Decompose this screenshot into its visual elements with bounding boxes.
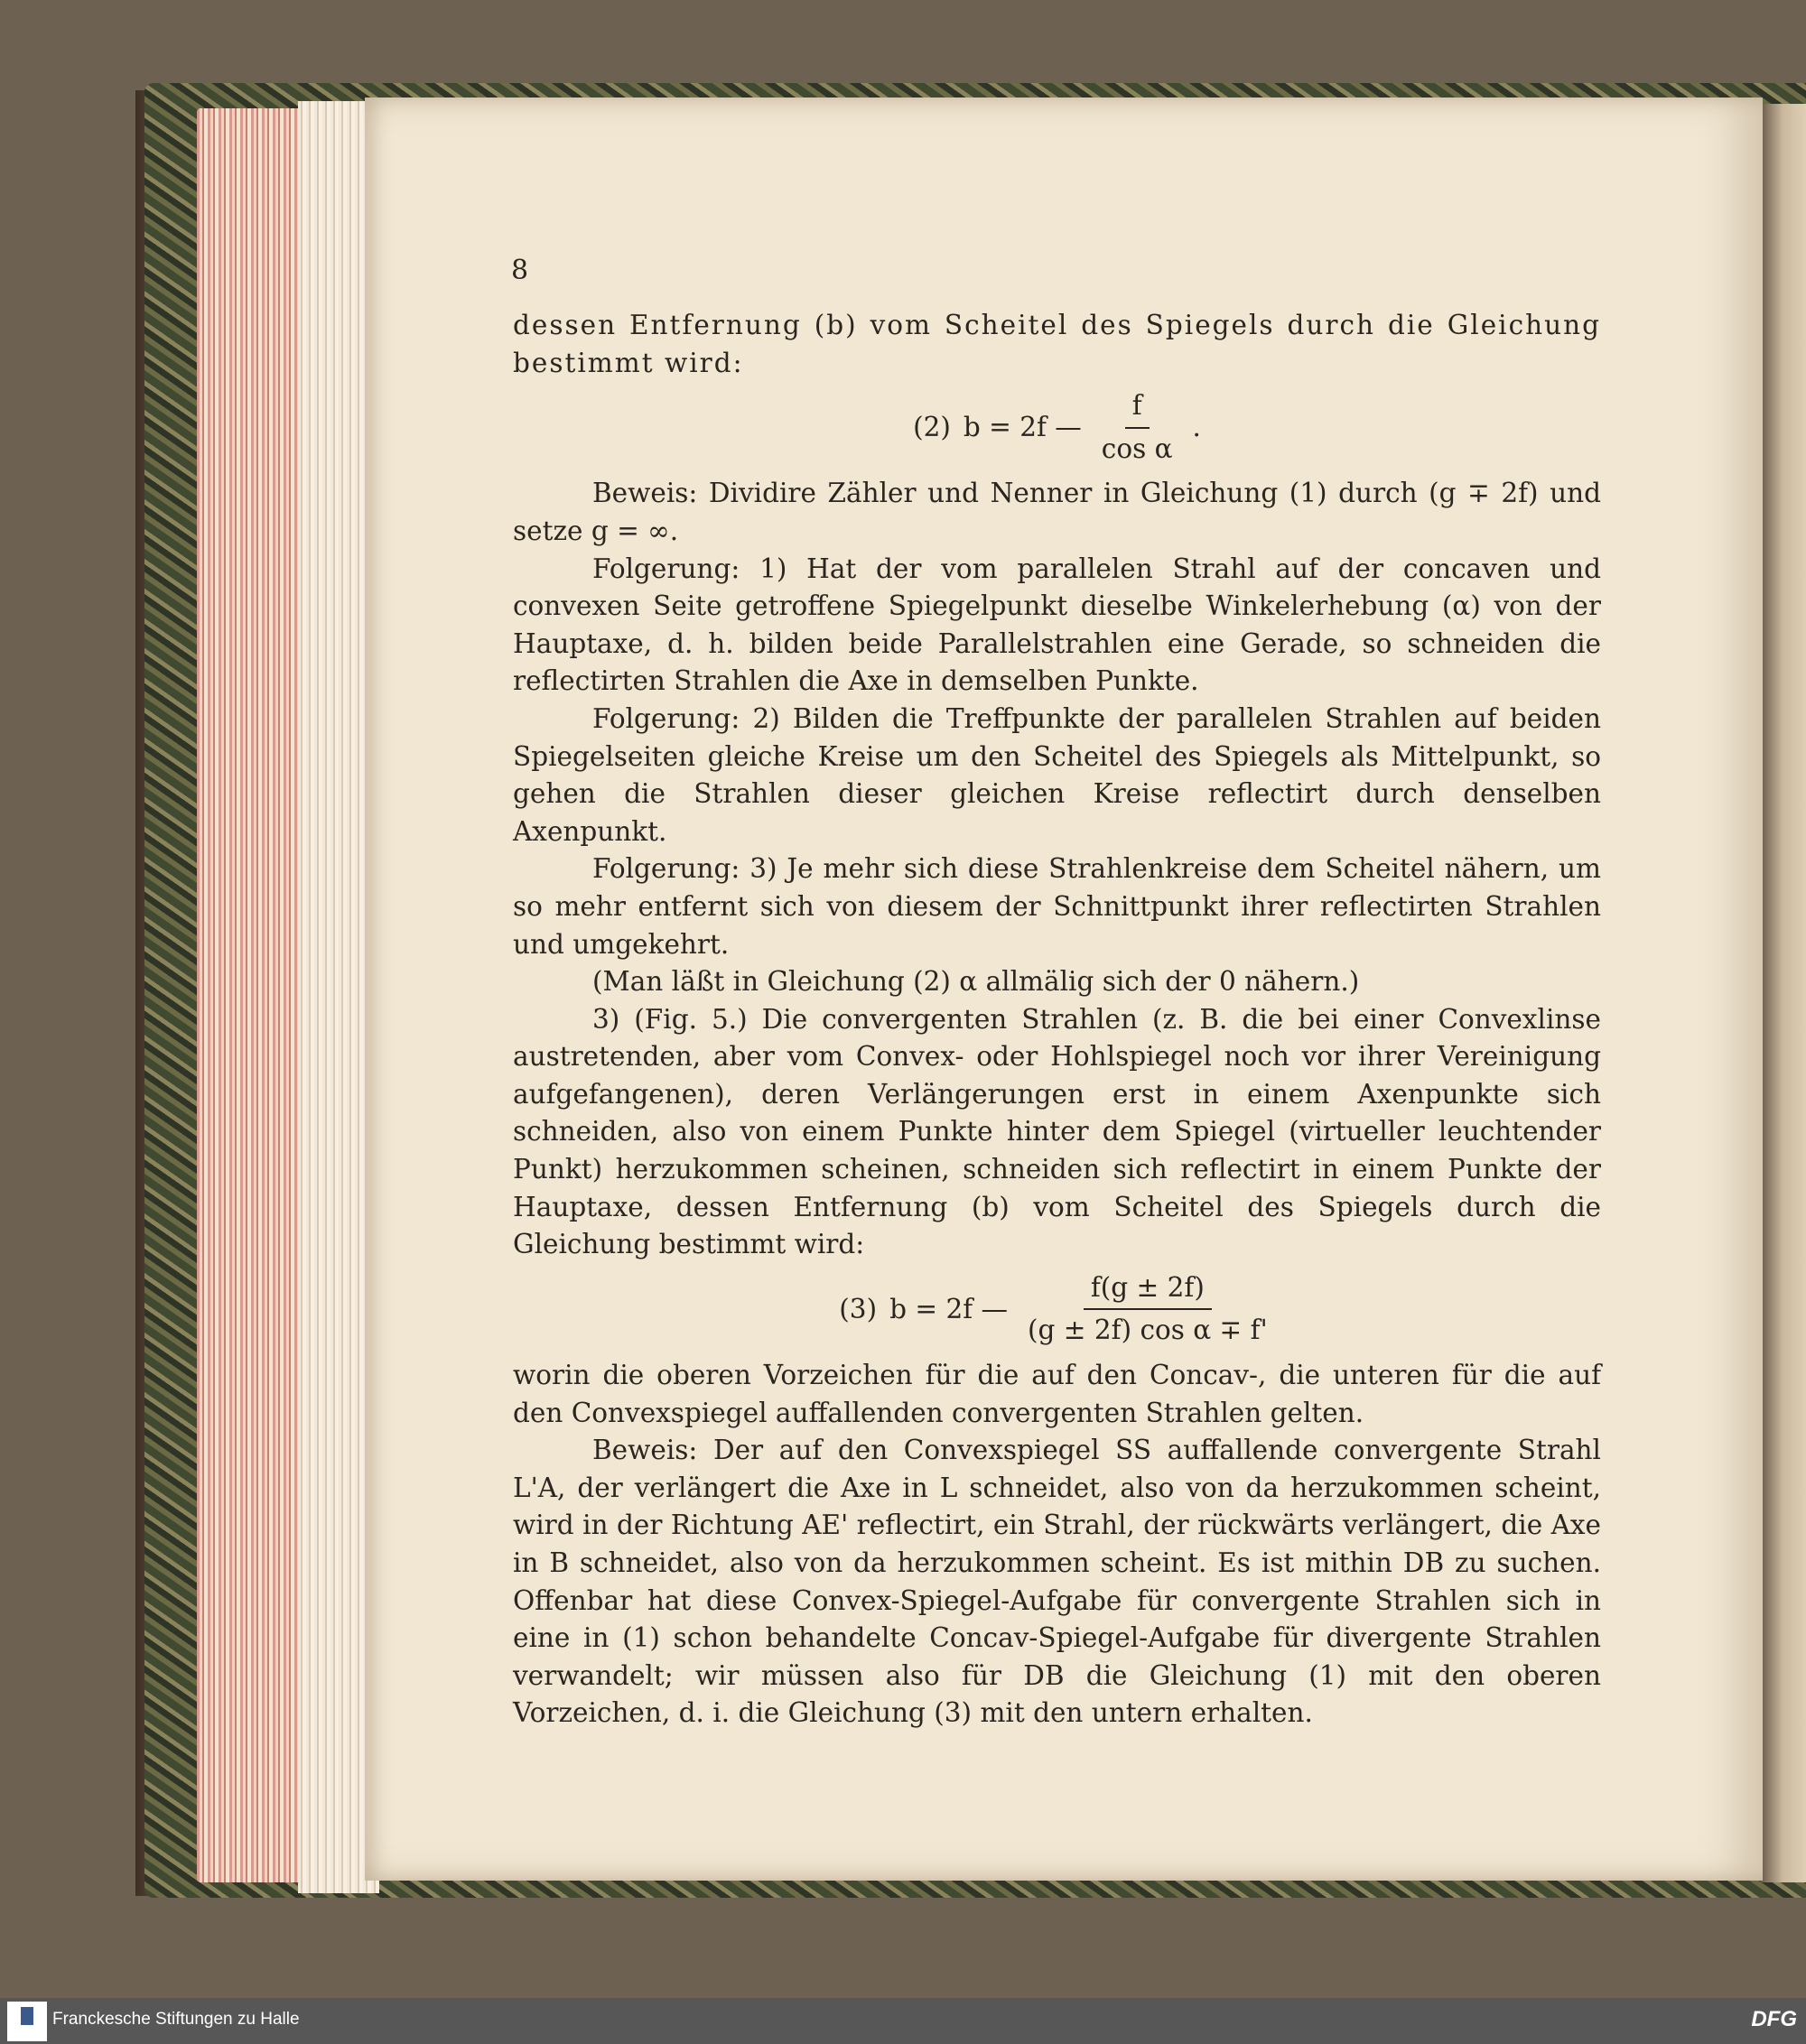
corollary-2: Folgerung: 2) Bilden die Treffpunkte der parallelen Strahlen auf beiden Spiegelseiten gleiche Kreise um den Scheitel des Spiegels als Mittelpunkt, so gehen die Strahlen dieser gleichen Kreise reflectirt durch denselben Axenpunkt. xyxy=(513,702,1601,847)
equation-2-lhs: b = 2f — xyxy=(963,411,1082,442)
equation-3-lhs: b = 2f — xyxy=(889,1293,1009,1324)
equation-2-end: . xyxy=(1192,411,1201,442)
institution-name[interactable]: Franckesche Stiftungen zu Halle xyxy=(52,2010,300,2029)
equation-3-denominator: (g ± 2f) cos α ∓ f' xyxy=(1028,1315,1268,1346)
dfg-logo[interactable]: DFG xyxy=(1751,2007,1797,2031)
proof-1: Beweis: Dividire Zähler und Nenner in Gleichung (1) durch (g ∓ 2f) und setze g = ∞. xyxy=(513,478,1601,546)
paragraph-continuation: dessen Entfernung (b) vom Scheitel des Spiegels durch die Gleichung bestimmt wird: xyxy=(513,310,1601,378)
equation-3-fraction xyxy=(1020,1269,1275,1350)
institution-logo-icon[interactable] xyxy=(7,2002,47,2041)
equation-3-numerator: f(g ± 2f) xyxy=(1084,1269,1212,1311)
equation-2-numerator: f xyxy=(1125,387,1150,429)
equation-2-denominator: cos α xyxy=(1101,432,1173,464)
corollary-3: Folgerung: 3) Je mehr sich diese Strahlenkreise dem Scheitel nähern, um so mehr entfernt sich von diesem der Schnittpunkt ihrer reflectirten Strahlen und umgekehrt. xyxy=(513,853,1601,960)
paragraph-3: 3) (Fig. 5.) Die convergenten Strahlen (z. B. die bei einer Convexlinse austretenden, aber vom Convex- oder Hohlspiegel noch vor ihrer Vereinigung aufgefangenen), deren Verlängerungen erst in einem Axenpunkte sich schneiden, also von einem Punkte hinter dem Spiegel (virtueller leuchtender Punkt) herzukommen scheinen, schneiden sich reflectirt in einem Punkte der Hauptaxe, dessen Entfernung (b) vom Scheitel des Spiegels durch die Gleichung bestimmt wird: xyxy=(513,1003,1601,1260)
equation-2 xyxy=(513,387,1601,468)
corollary-1: Folgerung: 1) Hat der vom parallelen Strahl auf der concaven und convexen Seite getroffene Spiegelpunkt dieselbe Winkelerhebung (α) von der Hauptaxe, d. h. bilden beide Parallelstrahlen eine Gerade, so schneiden die reflectirten Strahlen die Axe in demselben Punkte. xyxy=(513,553,1601,697)
page-text xyxy=(513,307,1601,1733)
viewer-footer xyxy=(0,1998,1806,2044)
equation-3-label: (3) xyxy=(839,1293,878,1324)
equation-3 xyxy=(513,1269,1601,1350)
proof-2: Beweis: Der auf den Convexspiegel SS auffallende convergente Strahl L'A, der verlängert die Axe in L schneidet, also von da herzukommen scheint, wird in der Richtung AE' reflectirt, ein Strahl, der rückwärts verlängert, die Axe in B schneidet, also von da herzukommen scheint. Es ist mithin DB zu suchen. Offenbar hat diese Convex-Spiegel-Aufgabe für convergente Strahlen sich in eine in (1) schon behandelte Concav-Spiegel-Aufgabe für divergente Strahlen verwandelt; wir müssen also für DB die Gleichung (1) mit den oberen Vorzeichen, d. i. die Gleichung (3) mit den untern erhalten. xyxy=(513,1435,1601,1729)
corollary-3-note: (Man läßt in Gleichung (2) α allmälig sich der 0 nähern.) xyxy=(592,966,1360,998)
equation-2-label: (2) xyxy=(913,411,951,442)
logo-mark xyxy=(21,2007,33,2025)
page-number: 8 xyxy=(511,255,529,286)
equation-2-fraction xyxy=(1094,387,1180,468)
facing-page-edge xyxy=(1761,104,1806,1882)
paragraph-worin: worin die oberen Vorzeichen für die auf den Concav-, die unteren für die auf den Convexspiegel auffallenden convergenten Strahlen gelten. xyxy=(513,1360,1601,1428)
